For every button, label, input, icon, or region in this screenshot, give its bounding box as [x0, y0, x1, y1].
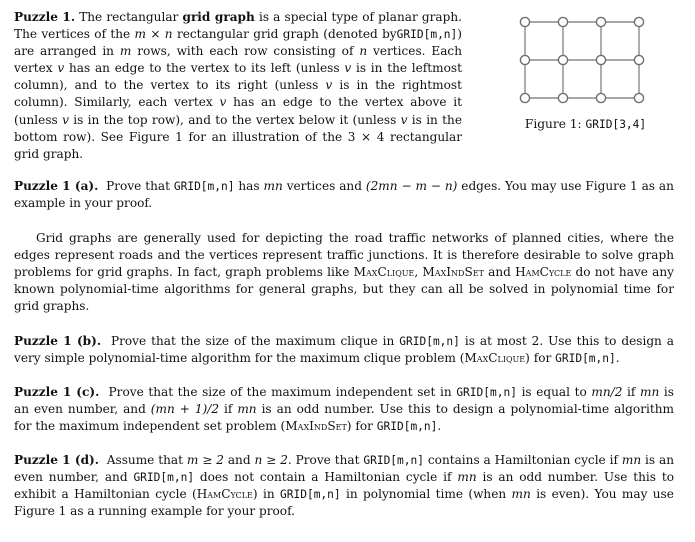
- grid-graph-figure: [519, 11, 649, 107]
- intro-text-12: is in the bottom row). See Figure 1 for an illustration of the 3 × 4 rectangular grid graph.: [14, 112, 462, 161]
- paragraph-text: Grid graphs are generally used for depicting the road traffic networks of planned cities, where the edges represent roads and the vertices represent traffic junctions. It is therefore desirable to solve graph problems for grid graphs. In fact, graph problems like: [14, 231, 674, 280]
- grid-vertex: [520, 17, 529, 26]
- math-v: v: [62, 112, 69, 127]
- puzzle-d-text: is an odd number. Use this to exhibit a Hamiltonian cycle (: [14, 470, 674, 502]
- grid-vertex: [520, 55, 529, 64]
- grid-code: GRID[m,n]: [363, 453, 424, 467]
- figure-caption: [525, 116, 646, 133]
- grid-vertex: [634, 17, 643, 26]
- grid-vertex: [596, 93, 605, 102]
- grid-code: GRID[m,n]: [173, 179, 235, 193]
- puzzle-d-text: and: [227, 452, 251, 467]
- math-mn: mn: [621, 452, 642, 467]
- grid-code: GRID[m,n]: [133, 471, 195, 485]
- grid-vertex: [596, 55, 605, 64]
- puzzle-d: [14, 452, 674, 520]
- puzzle-d-text: is an even number, and: [14, 452, 674, 485]
- intro-text-2: is a special type of planar graph. The vertices of the: [14, 10, 462, 42]
- grid-vertex: [520, 93, 529, 102]
- puzzle-c-text: is equal to: [521, 384, 587, 399]
- grid-vertex: [596, 17, 605, 26]
- puzzle-d-text: Assume that: [106, 452, 183, 467]
- math-edge-count: (2mn − m − n): [365, 178, 458, 193]
- puzzle-d-text: . Prove that: [287, 452, 360, 467]
- intro-section: [14, 9, 674, 163]
- puzzle-b-text: Prove that the size of the maximum clique in: [110, 333, 395, 348]
- math-v: v: [219, 95, 227, 110]
- grid-vertex: [558, 17, 567, 26]
- puzzle-d-text: ) in: [252, 487, 275, 502]
- math-mn: mn: [457, 470, 477, 485]
- intro-text-7: has an edge to the vertex to its left (unless: [68, 61, 340, 76]
- problem-hamcycle: HamCycle: [196, 487, 253, 502]
- puzzle-c-text: if: [627, 384, 636, 399]
- puzzle-a-text: Prove that: [106, 178, 170, 193]
- puzzle-c-text: is an even number, and: [14, 384, 674, 416]
- math-m-condition: m ≥ 2: [186, 452, 224, 467]
- puzzle-c: [14, 384, 674, 435]
- grid-code: GRID[m,n]: [399, 334, 460, 348]
- puzzle-c-text: if: [224, 401, 233, 416]
- puzzle-c-heading: Puzzle 1 (c).: [14, 384, 100, 399]
- puzzle-d-text: does not contain a Hamiltonian cycle if: [199, 470, 452, 485]
- intro-text-9: is in the rightmost column). Similarly, each vertex: [14, 78, 462, 110]
- grid-code: GRID[m,n]: [456, 385, 517, 399]
- puzzle-b-text: .: [615, 350, 620, 365]
- document-page: [14, 9, 674, 520]
- puzzle-c-text: .: [437, 418, 442, 433]
- problem-maxclique: MaxClique: [464, 350, 526, 365]
- math-v: v: [57, 61, 65, 76]
- math-mn: mn: [263, 178, 283, 193]
- grid-graph-term: grid graph: [182, 10, 255, 24]
- grid-vertex: [558, 93, 567, 102]
- grid-vertex: [634, 93, 643, 102]
- puzzle-c-text: Prove that the size of the maximum independent set in: [108, 384, 452, 399]
- math-v: v: [325, 78, 333, 93]
- grid-code: GRID[m,n]: [396, 28, 458, 42]
- puzzle-d-text: in polynomial time (when: [346, 487, 507, 502]
- math-mxn: m × n: [134, 27, 173, 42]
- intro-text-10: has an edge to the vertex above it (unless: [14, 95, 462, 127]
- puzzle-a-text: edges. You may use Figure 1 as an example in your proof.: [14, 178, 674, 210]
- puzzle-c-text: is an odd number. Use this to design a polynomial-time algorithm for the maximum independent set problem (: [14, 401, 674, 433]
- paragraph-text: do not have any known polynomial-time algorithms for general graphs, but they can all be solved in polynomial time for grid graphs.: [14, 265, 674, 314]
- puzzle-d-text: is even). You may use Figure 1 as a running example for your proof.: [14, 487, 674, 519]
- intro-text-8: is in the leftmost column), and to the vertex to its right (unless: [14, 61, 462, 93]
- math-half-odd: (mn + 1)/2: [150, 401, 220, 416]
- grid-code: GRID[m,n]: [376, 419, 438, 433]
- problem-maxindset: MaxIndSet: [285, 418, 347, 433]
- grid-code: GRID[m,n]: [555, 351, 616, 365]
- intro-text-5: rows, with each row consisting of: [137, 44, 354, 59]
- intro-text-3: rectangular grid graph (denoted by: [176, 27, 397, 42]
- puzzle-heading: Puzzle 1.: [14, 10, 76, 24]
- puzzle-b-text: is at most 2. Use this to design a very simple polynomial-time algorithm for the maximum clique problem (: [14, 333, 675, 365]
- intro-paragraph: [14, 9, 462, 163]
- puzzle-b-text: ) for: [525, 350, 552, 365]
- paragraph-text: and: [488, 265, 511, 280]
- puzzle-d-text: contains a Hamiltonian cycle if: [427, 452, 618, 467]
- problem-maxindset: MaxIndSet: [422, 265, 484, 280]
- puzzle-b-heading: Puzzle 1 (b).: [14, 333, 102, 348]
- math-mn: mn: [237, 401, 257, 416]
- grid-graph-paragraph: [14, 230, 674, 315]
- puzzle-a: [14, 178, 674, 212]
- caption-code: GRID[3,4]: [585, 118, 647, 131]
- math-m: m: [119, 44, 132, 59]
- math-n: n: [359, 44, 368, 59]
- intro-text-1: The rectangular: [79, 10, 179, 24]
- problem-maxclique: MaxClique: [353, 265, 415, 280]
- puzzle-a-heading: Puzzle 1 (a).: [14, 178, 99, 193]
- math-half: mn/2: [591, 384, 623, 399]
- puzzle-c-text: ) for: [346, 418, 373, 433]
- math-mn: mn: [640, 384, 660, 399]
- puzzle-d-heading: Puzzle 1 (d).: [14, 452, 99, 467]
- intro-text-11: is in the top row), and to the vertex below it (unless: [73, 112, 397, 127]
- grid-vertex: [558, 55, 567, 64]
- puzzle-b: [14, 333, 674, 367]
- intro-text-6: vertices. Each vertex: [14, 44, 462, 76]
- puzzle-a-text: vertices and: [286, 178, 362, 193]
- grid-code: GRID[m,n]: [280, 488, 341, 502]
- problem-hamcycle: HamCycle: [515, 265, 572, 280]
- figure-1: [489, 9, 674, 163]
- math-v: v: [344, 61, 352, 76]
- grid-vertex: [634, 55, 643, 64]
- intro-text-4: ) are arranged in: [14, 27, 462, 59]
- paragraph-text: ,: [414, 265, 419, 280]
- math-n-condition: n ≥ 2: [254, 452, 288, 467]
- puzzle-a-text: has: [238, 178, 260, 193]
- math-v: v: [400, 112, 408, 127]
- caption-prefix: Figure 1:: [524, 117, 582, 131]
- math-mn: mn: [511, 487, 531, 502]
